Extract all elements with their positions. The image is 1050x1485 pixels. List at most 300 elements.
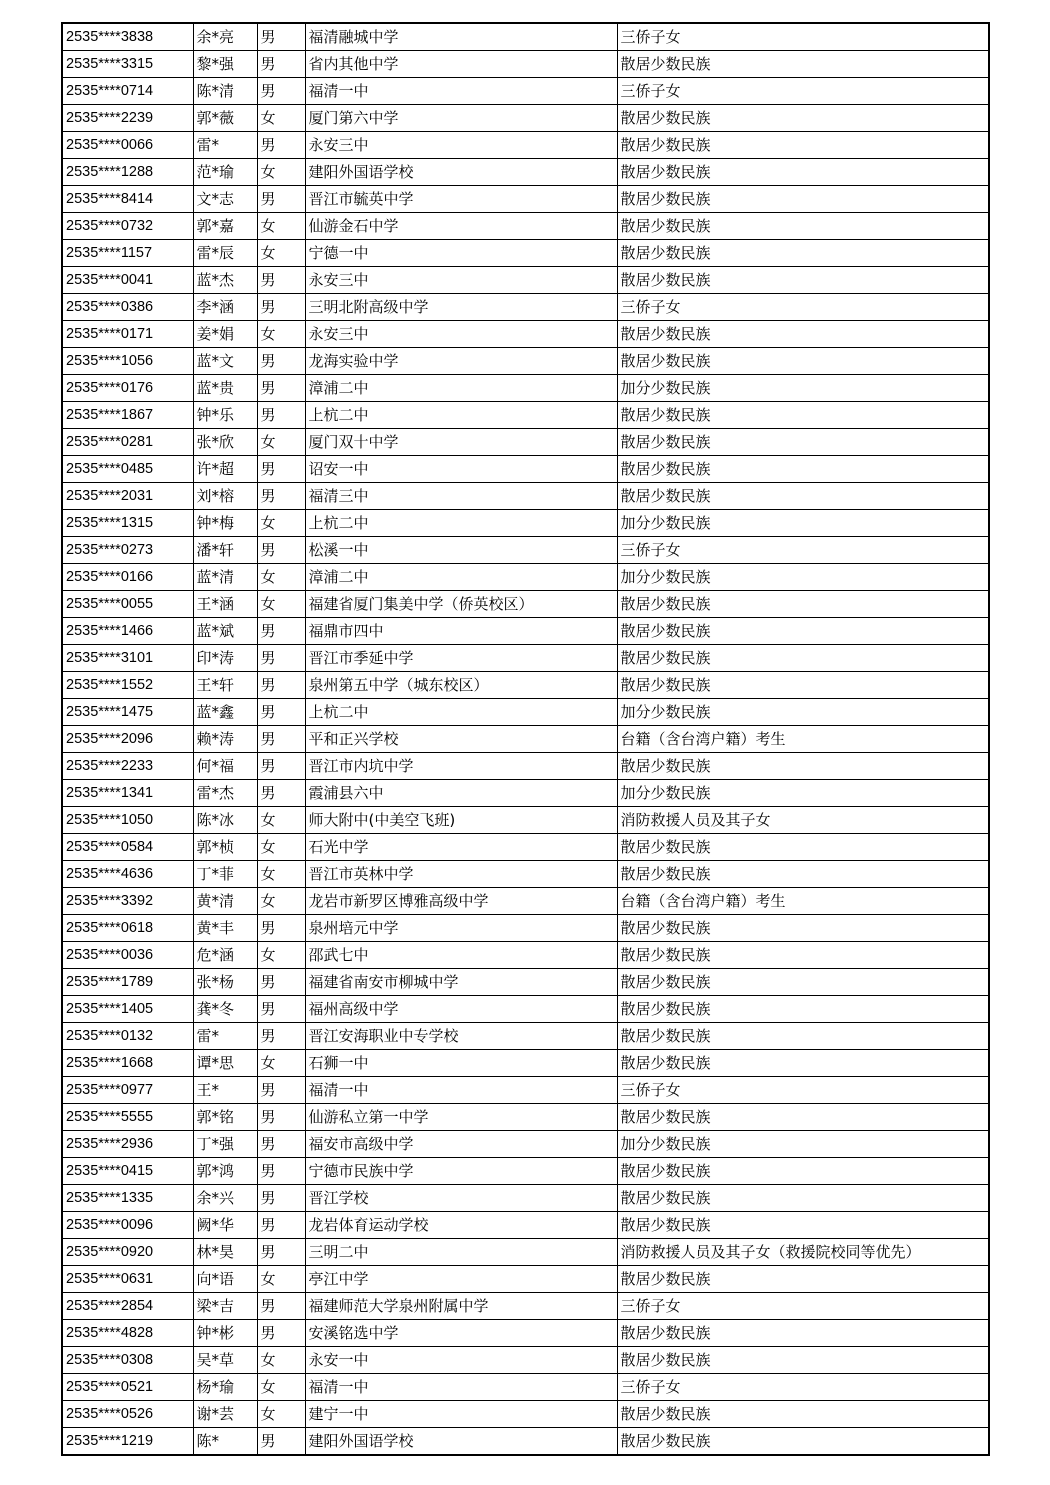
cell-name: 梁*吉 [193,1293,257,1320]
cell-gender: 男 [257,969,305,996]
cell-candidate-id: 2535****0485 [62,456,193,483]
table-row [62,1401,989,1428]
cell-school: 三明北附高级中学 [305,294,617,321]
cell-category: 加分少数民族 [617,699,989,726]
cell-category: 散居少数民族 [617,1347,989,1374]
cell-name: 阙*华 [193,1212,257,1239]
cell-category: 散居少数民族 [617,348,989,375]
cell-gender: 女 [257,888,305,915]
cell-school: 龙岩体育运动学校 [305,1212,617,1239]
table-row [62,1131,989,1158]
cell-gender: 女 [257,510,305,537]
cell-gender: 男 [257,186,305,213]
cell-school: 福建省厦门集美中学（侨英校区） [305,591,617,618]
cell-school: 福建师范大学泉州附属中学 [305,1293,617,1320]
cell-school: 石狮一中 [305,1050,617,1077]
cell-school: 邵武七中 [305,942,617,969]
cell-candidate-id: 2535****1341 [62,780,193,807]
cell-category: 散居少数民族 [617,618,989,645]
cell-school: 福清一中 [305,78,617,105]
cell-category: 散居少数民族 [617,186,989,213]
cell-category: 散居少数民族 [617,240,989,267]
cell-category: 散居少数民族 [617,942,989,969]
cell-name: 郭*嘉 [193,213,257,240]
cell-gender: 女 [257,564,305,591]
cell-school: 三明二中 [305,1239,617,1266]
cell-gender: 男 [257,537,305,564]
cell-candidate-id: 2535****0066 [62,132,193,159]
cell-candidate-id: 2535****1288 [62,159,193,186]
cell-school: 福建省南安市柳城中学 [305,969,617,996]
cell-gender: 女 [257,591,305,618]
cell-school: 晋江市季延中学 [305,645,617,672]
table-row [62,1023,989,1050]
cell-name: 王*轩 [193,672,257,699]
cell-gender: 女 [257,213,305,240]
cell-candidate-id: 2535****3101 [62,645,193,672]
cell-category: 散居少数民族 [617,861,989,888]
cell-candidate-id: 2535****3315 [62,51,193,78]
table-row [62,726,989,753]
cell-candidate-id: 2535****1335 [62,1185,193,1212]
cell-name: 丁*菲 [193,861,257,888]
cell-gender: 女 [257,807,305,834]
table-row [62,348,989,375]
table-row [62,807,989,834]
cell-candidate-id: 2535****1315 [62,510,193,537]
cell-candidate-id: 2535****2936 [62,1131,193,1158]
cell-category: 散居少数民族 [617,1050,989,1077]
cell-gender: 男 [257,699,305,726]
cell-category: 散居少数民族 [617,267,989,294]
cell-name: 雷* [193,132,257,159]
cell-school: 漳浦二中 [305,564,617,591]
cell-candidate-id: 2535****4828 [62,1320,193,1347]
cell-gender: 女 [257,861,305,888]
cell-candidate-id: 2535****4636 [62,861,193,888]
cell-name: 龚*冬 [193,996,257,1023]
cell-school: 平和正兴学校 [305,726,617,753]
table-row [62,1185,989,1212]
table-row [62,510,989,537]
cell-school: 建阳外国语学校 [305,1428,617,1456]
cell-school: 石光中学 [305,834,617,861]
cell-category: 台籍（含台湾户籍）考生 [617,888,989,915]
cell-category: 散居少数民族 [617,1266,989,1293]
cell-candidate-id: 2535****1056 [62,348,193,375]
table-row [62,1266,989,1293]
cell-candidate-id: 2535****0386 [62,294,193,321]
cell-category: 散居少数民族 [617,51,989,78]
cell-name: 吴*草 [193,1347,257,1374]
cell-candidate-id: 2535****0584 [62,834,193,861]
cell-name: 谭*思 [193,1050,257,1077]
cell-gender: 男 [257,1131,305,1158]
cell-school: 松溪一中 [305,537,617,564]
cell-school: 上杭二中 [305,510,617,537]
table-row [62,294,989,321]
cell-school: 宁德一中 [305,240,617,267]
cell-gender: 男 [257,672,305,699]
cell-candidate-id: 2535****0055 [62,591,193,618]
cell-gender: 女 [257,834,305,861]
cell-school: 建阳外国语学校 [305,159,617,186]
cell-gender: 女 [257,159,305,186]
cell-candidate-id: 2535****0732 [62,213,193,240]
cell-category: 散居少数民族 [617,105,989,132]
cell-gender: 男 [257,726,305,753]
cell-gender: 男 [257,1212,305,1239]
cell-candidate-id: 2535****0526 [62,1401,193,1428]
cell-category: 加分少数民族 [617,780,989,807]
cell-name: 钟*梅 [193,510,257,537]
cell-candidate-id: 2535****2854 [62,1293,193,1320]
cell-name: 何*福 [193,753,257,780]
cell-category: 散居少数民族 [617,834,989,861]
cell-school: 仙游金石中学 [305,213,617,240]
cell-school: 福清一中 [305,1374,617,1401]
cell-name: 钟*乐 [193,402,257,429]
table-row [62,1428,989,1456]
cell-category: 三侨子女 [617,537,989,564]
cell-school: 晋江学校 [305,1185,617,1212]
table-row [62,1293,989,1320]
cell-category: 散居少数民族 [617,753,989,780]
cell-candidate-id: 2535****0171 [62,321,193,348]
cell-gender: 男 [257,23,305,51]
table-row [62,861,989,888]
cell-school: 福清三中 [305,483,617,510]
cell-name: 谢*芸 [193,1401,257,1428]
cell-school: 泉州第五中学（城东校区） [305,672,617,699]
cell-category: 三侨子女 [617,1077,989,1104]
cell-candidate-id: 2535****0714 [62,78,193,105]
table-row [62,159,989,186]
cell-school: 省内其他中学 [305,51,617,78]
cell-candidate-id: 2535****0132 [62,1023,193,1050]
cell-name: 郭*薇 [193,105,257,132]
table-row [62,105,989,132]
cell-candidate-id: 2535****1475 [62,699,193,726]
cell-name: 张*杨 [193,969,257,996]
table-row [62,780,989,807]
cell-name: 杨*瑜 [193,1374,257,1401]
cell-category: 散居少数民族 [617,591,989,618]
table-row [62,213,989,240]
cell-name: 郭*铭 [193,1104,257,1131]
cell-gender: 男 [257,1158,305,1185]
cell-name: 林*昊 [193,1239,257,1266]
table-row [62,78,989,105]
cell-name: 刘*榕 [193,483,257,510]
cell-candidate-id: 2535****2096 [62,726,193,753]
table-row [62,537,989,564]
cell-candidate-id: 2535****0041 [62,267,193,294]
cell-gender: 男 [257,1023,305,1050]
cell-gender: 女 [257,1266,305,1293]
cell-gender: 男 [257,645,305,672]
cell-candidate-id: 2535****1050 [62,807,193,834]
cell-category: 三侨子女 [617,1374,989,1401]
cell-school: 永安三中 [305,267,617,294]
cell-category: 散居少数民族 [617,429,989,456]
cell-gender: 女 [257,429,305,456]
cell-gender: 男 [257,915,305,942]
cell-name: 文*志 [193,186,257,213]
cell-category: 散居少数民族 [617,132,989,159]
table-row [62,645,989,672]
cell-name: 向*语 [193,1266,257,1293]
cell-candidate-id: 2535****8414 [62,186,193,213]
table-row [62,888,989,915]
table-row [62,618,989,645]
cell-category: 散居少数民族 [617,213,989,240]
cell-category: 加分少数民族 [617,1131,989,1158]
cell-gender: 男 [257,375,305,402]
cell-gender: 男 [257,780,305,807]
table-row [62,1212,989,1239]
cell-name: 张*欣 [193,429,257,456]
cell-school: 晋江市内坑中学 [305,753,617,780]
cell-school: 宁德市民族中学 [305,1158,617,1185]
cell-candidate-id: 2535****1157 [62,240,193,267]
cell-candidate-id: 2535****0281 [62,429,193,456]
cell-candidate-id: 2535****0415 [62,1158,193,1185]
table-row [62,591,989,618]
cell-category: 散居少数民族 [617,1185,989,1212]
cell-gender: 男 [257,1320,305,1347]
table-row [62,672,989,699]
cell-candidate-id: 2535****3392 [62,888,193,915]
table-row [62,456,989,483]
cell-school: 晋江安海职业中专学校 [305,1023,617,1050]
cell-candidate-id: 2535****0096 [62,1212,193,1239]
cell-category: 散居少数民族 [617,969,989,996]
cell-candidate-id: 2535****0308 [62,1347,193,1374]
roster-body [62,23,989,1455]
cell-gender: 男 [257,1239,305,1266]
cell-school: 福安市高级中学 [305,1131,617,1158]
cell-name: 黄*清 [193,888,257,915]
cell-candidate-id: 2535****0521 [62,1374,193,1401]
cell-category: 散居少数民族 [617,1212,989,1239]
cell-name: 丁*强 [193,1131,257,1158]
cell-candidate-id: 2535****3838 [62,23,193,51]
cell-school: 霞浦县六中 [305,780,617,807]
cell-gender: 男 [257,456,305,483]
cell-candidate-id: 2535****0977 [62,1077,193,1104]
cell-school: 仙游私立第一中学 [305,1104,617,1131]
cell-candidate-id: 2535****1789 [62,969,193,996]
cell-name: 蓝*贵 [193,375,257,402]
table-row [62,1104,989,1131]
cell-school: 永安一中 [305,1347,617,1374]
cell-school: 上杭二中 [305,402,617,429]
table-row [62,564,989,591]
cell-candidate-id: 2535****1219 [62,1428,193,1456]
table-row [62,942,989,969]
cell-gender: 男 [257,618,305,645]
cell-school: 永安三中 [305,321,617,348]
table-row [62,267,989,294]
cell-school: 福清一中 [305,1077,617,1104]
cell-name: 印*涛 [193,645,257,672]
cell-name: 雷*杰 [193,780,257,807]
table-row [62,1239,989,1266]
cell-school: 建宁一中 [305,1401,617,1428]
cell-candidate-id: 2535****0631 [62,1266,193,1293]
cell-category: 散居少数民族 [617,1023,989,1050]
cell-category: 散居少数民族 [617,915,989,942]
cell-candidate-id: 2535****2239 [62,105,193,132]
cell-gender: 女 [257,1401,305,1428]
cell-gender: 男 [257,996,305,1023]
table-row [62,321,989,348]
cell-category: 散居少数民族 [617,321,989,348]
table-row [62,699,989,726]
cell-category: 散居少数民族 [617,456,989,483]
cell-name: 危*涵 [193,942,257,969]
table-row [62,23,989,51]
cell-candidate-id: 2535****1552 [62,672,193,699]
cell-category: 加分少数民族 [617,510,989,537]
cell-name: 王* [193,1077,257,1104]
cell-candidate-id: 2535****0618 [62,915,193,942]
cell-category: 三侨子女 [617,1293,989,1320]
cell-gender: 男 [257,1293,305,1320]
cell-name: 潘*轩 [193,537,257,564]
table-row [62,834,989,861]
cell-name: 蓝*文 [193,348,257,375]
cell-gender: 男 [257,1185,305,1212]
cell-name: 蓝*鑫 [193,699,257,726]
cell-category: 三侨子女 [617,78,989,105]
cell-gender: 男 [257,267,305,294]
cell-candidate-id: 2535****1668 [62,1050,193,1077]
cell-category: 散居少数民族 [617,645,989,672]
cell-category: 散居少数民族 [617,402,989,429]
cell-name: 郭*鸿 [193,1158,257,1185]
cell-school: 安溪铭选中学 [305,1320,617,1347]
cell-gender: 男 [257,78,305,105]
table-row [62,1320,989,1347]
cell-category: 散居少数民族 [617,1401,989,1428]
document-page [61,22,988,1456]
cell-gender: 男 [257,348,305,375]
table-row [62,753,989,780]
cell-school: 福州高级中学 [305,996,617,1023]
cell-gender: 男 [257,1428,305,1456]
cell-name: 李*涵 [193,294,257,321]
cell-gender: 女 [257,1050,305,1077]
cell-school: 龙岩市新罗区博雅高级中学 [305,888,617,915]
cell-school: 龙海实验中学 [305,348,617,375]
cell-school: 永安三中 [305,132,617,159]
cell-name: 雷*辰 [193,240,257,267]
cell-gender: 男 [257,51,305,78]
cell-category: 散居少数民族 [617,1428,989,1456]
cell-category: 散居少数民族 [617,159,989,186]
table-row [62,186,989,213]
cell-name: 雷* [193,1023,257,1050]
cell-category: 加分少数民族 [617,564,989,591]
cell-category: 消防救援人员及其子女（救援院校同等优先） [617,1239,989,1266]
cell-candidate-id: 2535****0166 [62,564,193,591]
cell-category: 加分少数民族 [617,375,989,402]
cell-candidate-id: 2535****1466 [62,618,193,645]
cell-school: 福清融城中学 [305,23,617,51]
cell-school: 厦门双十中学 [305,429,617,456]
cell-candidate-id: 2535****0036 [62,942,193,969]
cell-name: 陈* [193,1428,257,1456]
table-row [62,483,989,510]
cell-gender: 女 [257,321,305,348]
cell-gender: 男 [257,483,305,510]
cell-gender: 男 [257,753,305,780]
cell-name: 姜*娟 [193,321,257,348]
cell-gender: 男 [257,1104,305,1131]
table-row [62,429,989,456]
cell-category: 散居少数民族 [617,1320,989,1347]
cell-name: 蓝*斌 [193,618,257,645]
cell-gender: 男 [257,402,305,429]
cell-name: 黄*丰 [193,915,257,942]
cell-name: 黎*强 [193,51,257,78]
cell-category: 三侨子女 [617,23,989,51]
cell-gender: 女 [257,942,305,969]
cell-candidate-id: 2535****0176 [62,375,193,402]
cell-candidate-id: 2535****0273 [62,537,193,564]
cell-category: 散居少数民族 [617,672,989,699]
cell-school: 晋江市毓英中学 [305,186,617,213]
cell-name: 钟*彬 [193,1320,257,1347]
cell-school: 诏安一中 [305,456,617,483]
cell-name: 陈*清 [193,78,257,105]
cell-category: 散居少数民族 [617,1158,989,1185]
cell-name: 郭*桢 [193,834,257,861]
cell-school: 福鼎市四中 [305,618,617,645]
table-row [62,375,989,402]
cell-gender: 男 [257,1077,305,1104]
cell-candidate-id: 2535****0920 [62,1239,193,1266]
cell-category: 散居少数民族 [617,996,989,1023]
cell-gender: 男 [257,294,305,321]
cell-gender: 男 [257,132,305,159]
table-row [62,1374,989,1401]
cell-category: 散居少数民族 [617,1104,989,1131]
cell-candidate-id: 2535****5555 [62,1104,193,1131]
cell-name: 许*超 [193,456,257,483]
cell-school: 上杭二中 [305,699,617,726]
cell-school: 厦门第六中学 [305,105,617,132]
cell-name: 蓝*清 [193,564,257,591]
cell-gender: 女 [257,1347,305,1374]
table-row [62,1050,989,1077]
cell-gender: 女 [257,240,305,267]
cell-school: 亭江中学 [305,1266,617,1293]
cell-category: 散居少数民族 [617,483,989,510]
table-row [62,1347,989,1374]
cell-candidate-id: 2535****2031 [62,483,193,510]
cell-school: 泉州培元中学 [305,915,617,942]
cell-name: 余*兴 [193,1185,257,1212]
table-row [62,996,989,1023]
cell-school: 晋江市英林中学 [305,861,617,888]
cell-name: 陈*冰 [193,807,257,834]
cell-name: 范*瑜 [193,159,257,186]
cell-name: 赖*涛 [193,726,257,753]
table-row [62,915,989,942]
